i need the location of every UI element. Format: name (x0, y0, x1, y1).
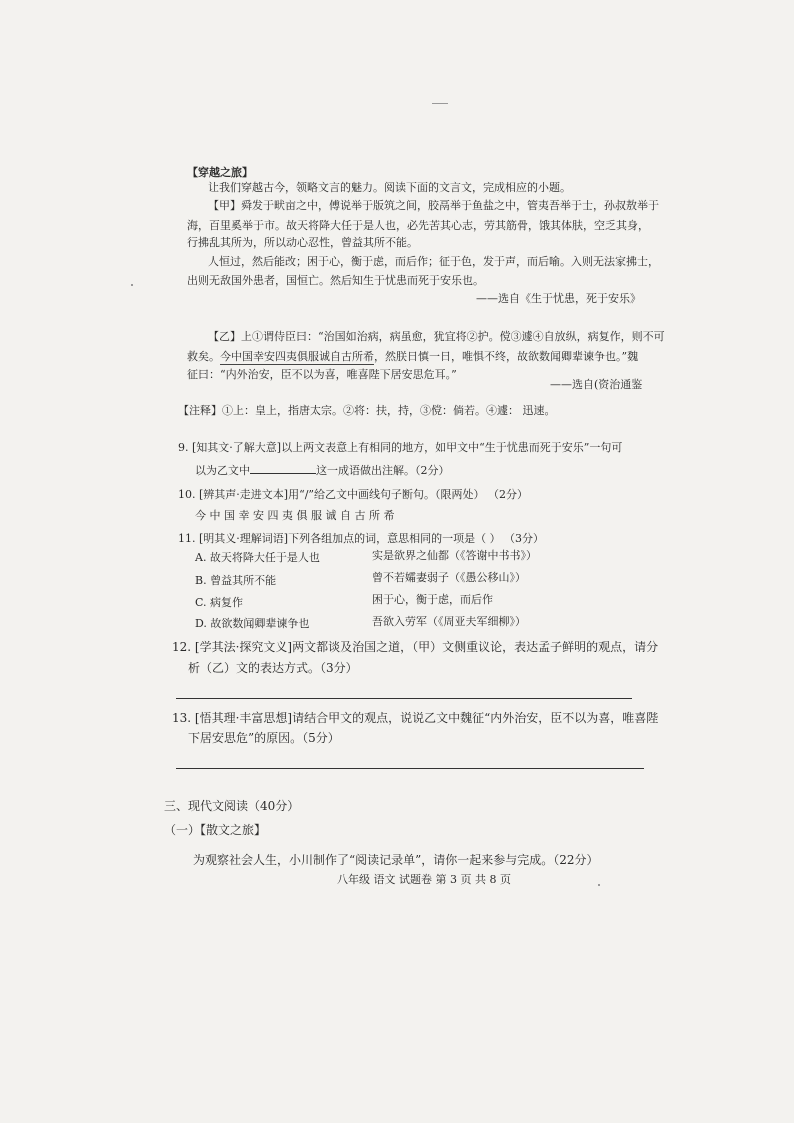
passage-yi-text: ，然朕日慎一日，唯惧不终，故欲数闻卿辈谏争也。”魏 (374, 350, 639, 363)
passage-yi-line (187, 351, 638, 362)
scan-speck (432, 103, 448, 104)
section-three-subheading: （一）【散文之旅】 (164, 823, 267, 837)
question-13-cont: 下居安思危”的原因。（5分） (188, 731, 340, 745)
question-12-cont: 析（乙）文的表达方式。（3分） (188, 661, 358, 675)
scan-speck (598, 884, 600, 886)
section-heading: 【穿越之旅】 (187, 166, 253, 179)
passage-yi-text: 救矣。 (187, 350, 220, 363)
answer-line[interactable] (176, 768, 644, 769)
question-9-text: 这一成语做出注解。（2分） (316, 464, 450, 477)
question-9-text: 以为乙文中 (195, 464, 250, 477)
passage-yi-line: 【乙】上①谓侍臣曰：“治国如治病，病虽愈，犹宜将②护。傥③遽④自放纵，病复作，则不可 (208, 330, 665, 343)
passage-jia-line: 海，百里奚举于市。故天将降大任于是人也，必先苦其心志，劳其筋骨，饿其体肤，空乏其身， (187, 219, 649, 232)
question-11: 11. [明其义·理解词语]下列各组加点的词，意思相同的一项是（ ） （3分） (178, 532, 545, 545)
section-three-intro: 为观察社会人生，小川制作了“阅读记录单”，请你一起来参与完成。（22分） (193, 853, 599, 867)
question-11-option-left: C. 病复作 (195, 596, 244, 609)
question-11-option-left: B. 曾益其所不能 (195, 574, 277, 587)
passage-jia-line: 出则无敌国外患者，国恒亡。然后知生于忧患而死于安乐也。 (187, 274, 484, 287)
section-three-heading: 三、现代文阅读（40分） (164, 799, 300, 813)
question-10-sentence: 今 中 国 幸 安 四 夷 俱 服 诚 自 古 所 希 (195, 509, 395, 522)
question-9: 9. [知其文·了解大意]以上两文表意上有相同的地方，如甲文中“生于忧患而死于安乐”一句可 (178, 441, 623, 454)
page-footer: 八年级 语文 试题卷 第 3 页 共 8 页 (337, 873, 511, 886)
question-11-option-left: A. 故天将降大任于是人也 (195, 551, 320, 564)
underlined-sentence: 今中国幸安四夷俱服诚自古所希 (220, 350, 374, 363)
question-11-option-left: D. 故欲数闻卿辈谏争也 (195, 617, 310, 630)
passage-yi-line: 征曰：“内外治安，臣不以为喜，唯喜陛下居安思危耳。” (187, 368, 457, 381)
question-11-option-right: 吾欲入劳军（《周亚夫军细柳》） (372, 615, 526, 628)
question-11-option-right: 实是欲界之仙都（《答谢中书书》） (372, 549, 537, 562)
passage-yi-source: ——选自(资治通鉴 (550, 378, 643, 391)
passage-jia-line: 【甲】舜发于畎亩之中，傅说举于版筑之间，胶鬲举于鱼盐之中，管夷吾举于士，孙叔敖举于 (208, 199, 659, 212)
passage-jia-source: ——选自《生于忧患，死于安乐》 (476, 292, 641, 305)
question-12: 12. [学其法·探究文义]两文都谈及治国之道，（甲）文侧重议论，表达孟子鲜明的观点，请分 (172, 640, 659, 654)
annotation-note: 【注释】①上：皇上，指唐太宗。②将：扶，持，③傥：倘若。④遽： 迅速。 (178, 404, 556, 417)
passage-jia-line: 人恒过，然后能改；困于心，衡于虑，而后作；征于色，发于声，而后喻。入则无法家拂士， (208, 255, 659, 268)
intro-text: 让我们穿越古今，领略文言的魅力。阅读下面的文言文，完成相应的小题。 (208, 181, 571, 194)
question-11-option-right: 曾不若孀妻弱子（《愚公移山》） (372, 571, 526, 584)
answer-blank[interactable] (250, 462, 316, 474)
answer-line[interactable] (176, 698, 632, 699)
question-9-cont (195, 462, 450, 476)
question-10: 10. [辨其声·走进文本]用“/”给乙文中画线句子断句。（限两处） （2分） (178, 488, 529, 501)
question-11-option-right: 困于心，衡于虑，而后作 (372, 593, 493, 606)
passage-jia-line: 行拂乱其所为，所以动心忍性，曾益其所不能。 (187, 236, 418, 249)
scan-speck (131, 284, 133, 286)
question-13: 13. [悟其理·丰富思想]请结合甲文的观点，说说乙文中魏征“内外治安，臣不以为喜，唯喜陛 (172, 711, 659, 725)
